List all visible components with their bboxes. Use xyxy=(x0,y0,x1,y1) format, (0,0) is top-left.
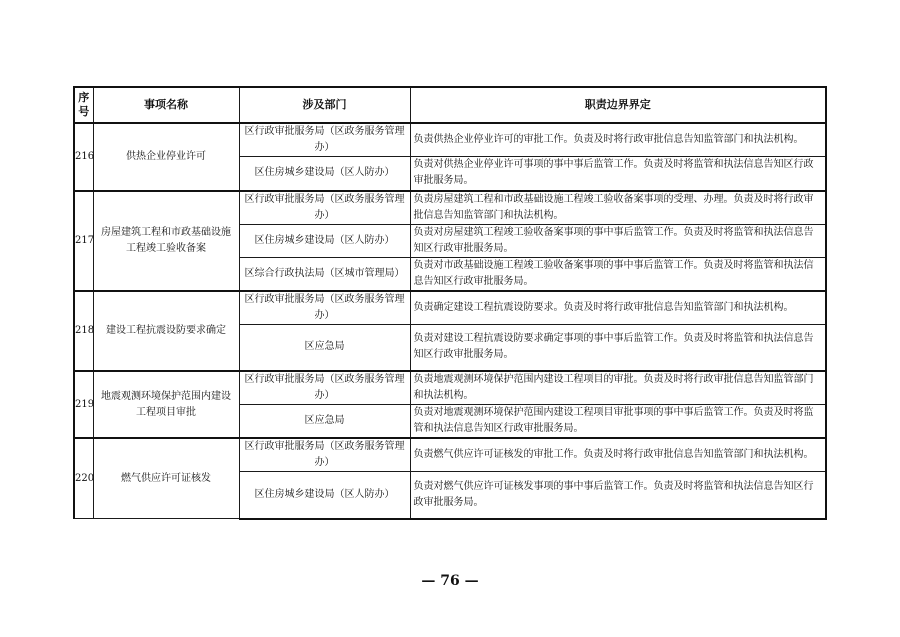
duty-cell: 负责燃气供应许可证核发的审批工作。负责及时将行政审批信息告知监管部门和执法机构。 xyxy=(410,438,826,472)
department-cell: 区应急局 xyxy=(239,324,410,371)
item-number: 217 xyxy=(74,191,93,291)
duty-cell: 负责对房屋建筑工程竣工验收备案事项的事中事后监管工作。负责及时将监管和执法信息告知区行政审批服务局。 xyxy=(410,224,826,257)
duty-cell: 负责对地震观测环境保护范围内建设工程项目审批事项的事中事后监管工作。负责及时将监管和执法信息告知区行政审批服务局。 xyxy=(410,405,826,439)
header-no: 序号 xyxy=(74,87,93,123)
header-name: 事项名称 xyxy=(93,87,239,123)
item-name: 燃气供应许可证核发 xyxy=(93,438,239,519)
page-number: — 76 — xyxy=(421,573,479,589)
duty-cell: 负责确定建设工程抗震设防要求。负责及时将行政审批信息告知监管部门和执法机构。 xyxy=(410,291,826,325)
department-cell: 区住房城乡建设局（区人防办） xyxy=(239,472,410,519)
department-cell: 区行政审批服务局（区政务服务管理办） xyxy=(239,191,410,225)
item-name: 供热企业停业许可 xyxy=(93,123,239,191)
table-header-row xyxy=(74,87,826,123)
department-cell: 区应急局 xyxy=(239,405,410,439)
header-dept: 涉及部门 xyxy=(239,87,410,123)
department-cell: 区行政审批服务局（区政务服务管理办） xyxy=(239,371,410,405)
duty-cell: 负责地震观测环境保护范围内建设工程项目的审批。负责及时将行政审批信息告知监管部门和执法机构。 xyxy=(410,371,826,405)
department-cell: 区行政审批服务局（区政务服务管理办） xyxy=(239,123,410,157)
duty-cell: 负责对市政基础设施工程竣工验收备案事项的事中事后监管工作。负责及时将监管和执法信息告知区行政审批服务局。 xyxy=(410,257,826,291)
duty-cell: 负责供热企业停业许可的审批工作。负责及时将行政审批信息告知监管部门和执法机构。 xyxy=(410,123,826,157)
table-row xyxy=(74,291,826,325)
item-name: 房屋建筑工程和市政基础设施工程竣工验收备案 xyxy=(93,191,239,291)
item-number: 219 xyxy=(74,371,93,438)
department-cell: 区行政审批服务局（区政务服务管理办） xyxy=(239,438,410,472)
table-row xyxy=(74,191,826,225)
table-row xyxy=(74,438,826,472)
item-number: 218 xyxy=(74,291,93,372)
item-number: 220 xyxy=(74,438,93,519)
department-cell: 区住房城乡建设局（区人防办） xyxy=(239,224,410,257)
duty-cell: 负责对燃气供应许可证核发事项的事中事后监管工作。负责及时将监管和执法信息告知区行政审批服务局。 xyxy=(410,472,826,519)
header-duty: 职责边界界定 xyxy=(410,87,826,123)
duty-cell: 负责房屋建筑工程和市政基础设施工程竣工验收备案事项的受理、办理。负责及时将行政审批信息告知监管部门和执法机构。 xyxy=(410,191,826,225)
duty-boundary-table xyxy=(73,86,827,520)
duty-cell: 负责对建设工程抗震设防要求确定事项的事中事后监管工作。负责及时将监管和执法信息告知区行政审批服务局。 xyxy=(410,324,826,371)
item-number: 216 xyxy=(74,123,93,191)
item-name: 地震观测环境保护范围内建设工程项目审批 xyxy=(93,371,239,438)
table-row xyxy=(74,371,826,405)
department-cell: 区住房城乡建设局（区人防办） xyxy=(239,157,410,191)
department-cell: 区综合行政执法局（区城市管理局） xyxy=(239,257,410,291)
table-body xyxy=(74,123,826,519)
item-name: 建设工程抗震设防要求确定 xyxy=(93,291,239,372)
table-row xyxy=(74,123,826,157)
department-cell: 区行政审批服务局（区政务服务管理办） xyxy=(239,291,410,325)
duty-cell: 负责对供热企业停业许可事项的事中事后监管工作。负责及时将监管和执法信息告知区行政审批服务局。 xyxy=(410,157,826,191)
